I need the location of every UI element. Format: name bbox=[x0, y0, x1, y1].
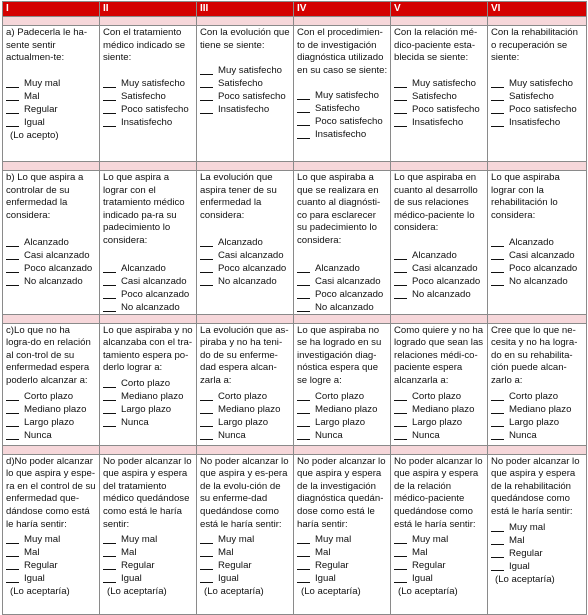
answer-option[interactable]: Insatisfecho bbox=[394, 116, 485, 129]
answer-option[interactable]: Igual bbox=[6, 116, 97, 129]
answer-option[interactable]: Muy mal bbox=[394, 533, 485, 546]
question-text: Con el tratamiento médico indicado se siente: bbox=[103, 27, 186, 64]
separator-cell bbox=[391, 162, 488, 171]
cell-spacer bbox=[491, 222, 584, 236]
question-row-a bbox=[3, 26, 587, 162]
option-list bbox=[103, 77, 194, 129]
question-cell bbox=[391, 171, 488, 315]
section-separator bbox=[3, 162, 587, 171]
answer-option[interactable]: Nunca bbox=[6, 429, 97, 442]
answer-option[interactable]: Poco alcanzado bbox=[491, 262, 584, 275]
question-row-b bbox=[3, 171, 587, 315]
answer-option[interactable]: Casi alcanzado bbox=[6, 249, 97, 262]
answer-option[interactable]: Alcanzado bbox=[200, 236, 291, 249]
option-list bbox=[491, 236, 584, 288]
question-text: Lo que aspira a lograr con el tratamiento médico indicado pa-ra su padecimiento lo considera: bbox=[103, 172, 185, 246]
answer-option[interactable]: Satisfecho bbox=[394, 90, 485, 103]
answer-option[interactable]: Mal bbox=[200, 546, 291, 559]
answer-option[interactable]: Mediano plazo bbox=[297, 403, 388, 416]
answer-option[interactable]: Insatisfecho bbox=[491, 116, 584, 129]
answer-option[interactable]: No alcanzado bbox=[6, 275, 97, 288]
question-cell bbox=[3, 323, 100, 445]
answer-option[interactable]: No alcanzado bbox=[394, 288, 485, 301]
section-separator bbox=[3, 314, 587, 323]
answer-option[interactable]: Muy mal bbox=[491, 521, 584, 534]
separator-cell bbox=[3, 17, 100, 26]
option-list bbox=[200, 236, 291, 288]
question-cell bbox=[391, 26, 488, 162]
question-text: La evolución que as-piraba y no ha teni-do de su enferme-dad espera alcan-zarla a: bbox=[200, 324, 289, 386]
question-text: No poder alcanzar lo que aspira y es-pera de la evolu-ción de su enferme-dad quedándose como está le haría sentir: bbox=[200, 455, 289, 530]
answer-option[interactable]: Regular bbox=[394, 559, 485, 572]
answer-option[interactable]: Muy satisfecho bbox=[297, 89, 388, 102]
cell-spacer bbox=[6, 222, 97, 236]
answer-option[interactable]: Satisfecho bbox=[200, 77, 291, 90]
answer-option[interactable]: Nunca bbox=[297, 429, 388, 442]
question-cell bbox=[488, 323, 587, 445]
question-text: b) Lo que aspira a controlar de su enfermedad la considera: bbox=[6, 172, 84, 221]
column-header: III bbox=[197, 2, 294, 17]
answer-option[interactable]: Largo plazo bbox=[6, 416, 97, 429]
question-cell bbox=[197, 323, 294, 445]
cell-spacer bbox=[103, 65, 194, 77]
answer-option[interactable]: Muy satisfecho bbox=[394, 77, 485, 90]
question-text: No poder alcanzar lo que aspira y espera de la rehabilitación quedándose como está le haría sentir: bbox=[491, 455, 580, 517]
answer-option[interactable]: Insatisfecho bbox=[200, 103, 291, 116]
answer-option[interactable]: Mediano plazo bbox=[103, 390, 194, 403]
option-list bbox=[103, 533, 194, 598]
separator-cell bbox=[197, 445, 294, 454]
column-header: II bbox=[100, 2, 197, 17]
survey-table bbox=[2, 1, 587, 615]
answer-option[interactable]: Poco satisfecho bbox=[297, 115, 388, 128]
option-note: (Lo aceptaría) bbox=[301, 586, 361, 598]
question-cell bbox=[3, 171, 100, 315]
column-header: IV bbox=[294, 2, 391, 17]
question-text: No poder alcanzar lo que aspira y espera de la relación médico-paciente quedándose como está le haría sentir: bbox=[394, 455, 483, 530]
answer-option[interactable]: No alcanzado bbox=[103, 301, 194, 314]
answer-option[interactable]: Alcanzado bbox=[297, 262, 388, 275]
answer-option[interactable]: Muy satisfecho bbox=[491, 77, 584, 90]
separator-cell bbox=[294, 445, 391, 454]
separator-cell bbox=[197, 17, 294, 26]
answer-option[interactable]: Muy mal bbox=[200, 533, 291, 546]
answer-option[interactable]: Casi alcanzado bbox=[200, 249, 291, 262]
cell-spacer bbox=[297, 248, 388, 262]
answer-option[interactable]: Largo plazo bbox=[394, 416, 485, 429]
answer-option[interactable]: No alcanzado bbox=[297, 301, 388, 314]
answer-option[interactable]: Nunca bbox=[491, 429, 584, 442]
cell-spacer bbox=[6, 65, 97, 77]
option-list bbox=[491, 390, 584, 442]
answer-option[interactable]: Satisfecho bbox=[297, 102, 388, 115]
option-list bbox=[6, 236, 97, 288]
answer-option[interactable]: Corto plazo bbox=[297, 390, 388, 403]
answer-option[interactable]: Corto plazo bbox=[103, 377, 194, 390]
answer-option[interactable]: Casi alcanzado bbox=[394, 262, 485, 275]
answer-option[interactable]: Alcanzado bbox=[394, 249, 485, 262]
question-cell bbox=[488, 454, 587, 614]
column-header-row bbox=[3, 2, 587, 17]
option-list bbox=[491, 77, 584, 129]
answer-option[interactable]: Poco alcanzado bbox=[6, 262, 97, 275]
answer-option[interactable]: Igual bbox=[200, 572, 291, 585]
question-cell bbox=[197, 171, 294, 315]
question-text: Con la relación mé-dico-paciente esta-blecida se siente: bbox=[394, 27, 478, 64]
answer-option[interactable]: Igual bbox=[491, 560, 584, 573]
answer-option[interactable]: Igual bbox=[103, 572, 194, 585]
question-text: Con la rehabilitación o recuperación se siente: bbox=[491, 27, 578, 64]
option-list bbox=[394, 249, 485, 301]
question-cell bbox=[197, 454, 294, 614]
option-list bbox=[6, 533, 97, 598]
answer-option[interactable]: Muy mal bbox=[297, 533, 388, 546]
answer-option[interactable]: Largo plazo bbox=[491, 416, 584, 429]
cell-spacer bbox=[200, 52, 291, 64]
answer-option[interactable]: Largo plazo bbox=[200, 416, 291, 429]
option-list bbox=[6, 390, 97, 442]
answer-option[interactable]: Mediano plazo bbox=[6, 403, 97, 416]
answer-option[interactable]: Mal bbox=[297, 546, 388, 559]
separator-cell bbox=[391, 314, 488, 323]
answer-option[interactable]: Mediano plazo bbox=[200, 403, 291, 416]
question-text: No poder alcanzar lo que aspira y espera de la investigación diagnóstica quedán-dose como está le haría sentir: bbox=[297, 455, 386, 530]
answer-option[interactable]: Mal bbox=[394, 546, 485, 559]
answer-option[interactable]: Corto plazo bbox=[200, 390, 291, 403]
answer-option[interactable]: Largo plazo bbox=[103, 403, 194, 416]
answer-option[interactable]: Casi alcanzado bbox=[297, 275, 388, 288]
separator-cell bbox=[488, 445, 587, 454]
column-header: VI bbox=[488, 2, 587, 17]
cell-spacer bbox=[491, 65, 584, 77]
cell-spacer bbox=[394, 235, 485, 249]
answer-option[interactable]: Satisfecho bbox=[103, 90, 194, 103]
answer-option[interactable]: Muy satisfecho bbox=[103, 77, 194, 90]
question-cell bbox=[100, 323, 197, 445]
separator-cell bbox=[294, 17, 391, 26]
option-list bbox=[394, 77, 485, 129]
question-cell bbox=[391, 323, 488, 445]
question-row-c bbox=[3, 323, 587, 445]
question-cell bbox=[391, 454, 488, 614]
option-list bbox=[297, 89, 388, 141]
answer-option[interactable]: Regular bbox=[297, 559, 388, 572]
answer-option[interactable]: Nunca bbox=[200, 429, 291, 442]
option-list bbox=[297, 390, 388, 442]
question-cell bbox=[197, 26, 294, 162]
column-header: V bbox=[391, 2, 488, 17]
answer-option[interactable]: Mediano plazo bbox=[394, 403, 485, 416]
question-cell bbox=[294, 171, 391, 315]
option-list bbox=[491, 521, 584, 586]
answer-option[interactable]: Mal bbox=[491, 534, 584, 547]
answer-option[interactable]: Poco alcanzado bbox=[297, 288, 388, 301]
answer-option[interactable]: Muy satisfecho bbox=[200, 64, 291, 77]
question-text: Con la evolución que tiene se siente: bbox=[200, 27, 290, 51]
answer-option[interactable]: Corto plazo bbox=[491, 390, 584, 403]
answer-option[interactable]: No alcanzado bbox=[491, 275, 584, 288]
separator-cell bbox=[100, 445, 197, 454]
option-list bbox=[6, 77, 97, 142]
question-text: Como quiere y no ha logrado que sean las relaciones médi-co-paciente espera alcanzarla a: bbox=[394, 324, 484, 386]
answer-option[interactable]: Mal bbox=[6, 90, 97, 103]
separator-cell bbox=[197, 314, 294, 323]
answer-option[interactable]: Igual bbox=[297, 572, 388, 585]
question-cell bbox=[294, 454, 391, 614]
answer-option[interactable]: Poco alcanzado bbox=[394, 275, 485, 288]
cell-spacer bbox=[103, 248, 194, 262]
cell-spacer bbox=[394, 65, 485, 77]
answer-option[interactable]: Poco satisfecho bbox=[491, 103, 584, 116]
question-row-d bbox=[3, 454, 587, 614]
option-note: (Lo aceptaría) bbox=[10, 586, 70, 598]
question-text: Cree que lo que ne-cesita y no ha logra-do en su rehabilita-ción puede alcan-zarlo a: bbox=[491, 324, 578, 386]
option-list bbox=[200, 64, 291, 116]
option-list bbox=[103, 377, 194, 429]
answer-option[interactable]: Poco satisfecho bbox=[394, 103, 485, 116]
option-list bbox=[200, 390, 291, 442]
answer-option[interactable]: Alcanzado bbox=[103, 262, 194, 275]
question-cell bbox=[100, 26, 197, 162]
question-text: No poder alcanzar lo que aspira y espera del tratamiento médico quedándose como está le haría sentir: bbox=[103, 455, 192, 530]
question-text: La evolución que aspira tener de su enfermedad la considera: bbox=[200, 172, 277, 221]
question-text: c)Lo que no ha logra-do en relación al con-trol de su enfermedad espera poderlo alcanzar a: bbox=[6, 324, 91, 386]
answer-option[interactable]: Mal bbox=[103, 546, 194, 559]
separator-cell bbox=[3, 162, 100, 171]
question-text: a) Padecerla le ha-sente sentir actualmen-te: bbox=[6, 27, 88, 64]
question-text: Lo que aspiraba lograr con la rehabilitación lo considera: bbox=[491, 172, 560, 221]
answer-option[interactable]: Muy mal bbox=[103, 533, 194, 546]
separator-cell bbox=[488, 17, 587, 26]
question-text: d)No poder alcanzar lo que aspira y espe-ra en el control de su enfermedad que-dándose como está le haría sentir: bbox=[6, 455, 96, 530]
answer-option[interactable]: Mediano plazo bbox=[491, 403, 584, 416]
answer-option[interactable]: Muy mal bbox=[6, 533, 97, 546]
answer-option[interactable]: Regular bbox=[103, 559, 194, 572]
option-note: (Lo aceptaría) bbox=[107, 586, 167, 598]
answer-option[interactable]: Regular bbox=[6, 559, 97, 572]
separator-cell bbox=[488, 314, 587, 323]
question-cell bbox=[294, 323, 391, 445]
answer-option[interactable]: Regular bbox=[491, 547, 584, 560]
option-list bbox=[103, 262, 194, 314]
section-separator bbox=[3, 17, 587, 26]
answer-option[interactable]: Muy mal bbox=[6, 77, 97, 90]
separator-cell bbox=[488, 162, 587, 171]
section-separator bbox=[3, 445, 587, 454]
answer-option[interactable]: Corto plazo bbox=[394, 390, 485, 403]
separator-cell bbox=[294, 162, 391, 171]
answer-option[interactable]: Corto plazo bbox=[6, 390, 97, 403]
answer-option[interactable]: Insatisfecho bbox=[103, 116, 194, 129]
question-text: Con el procedimien-to de investigación diagnóstica utilizado en su caso se siente: bbox=[297, 27, 388, 76]
answer-option[interactable]: Poco alcanzado bbox=[200, 262, 291, 275]
separator-cell bbox=[391, 17, 488, 26]
option-list bbox=[200, 533, 291, 598]
cell-spacer bbox=[200, 222, 291, 236]
question-cell bbox=[3, 454, 100, 614]
separator-cell bbox=[100, 17, 197, 26]
option-note: (Lo aceptaría) bbox=[398, 586, 458, 598]
option-list bbox=[394, 533, 485, 598]
answer-option[interactable]: Largo plazo bbox=[297, 416, 388, 429]
question-text: Lo que aspiraba y no alcanzaba con el tra-tamiento espera po-derlo lograr a: bbox=[103, 324, 193, 374]
answer-option[interactable]: Regular bbox=[6, 103, 97, 116]
separator-cell bbox=[100, 162, 197, 171]
answer-option[interactable]: Igual bbox=[6, 572, 97, 585]
answer-option[interactable]: Poco satisfecho bbox=[200, 90, 291, 103]
separator-cell bbox=[3, 314, 100, 323]
option-note: (Lo aceptaría) bbox=[495, 573, 555, 585]
option-list bbox=[297, 533, 388, 598]
answer-option[interactable]: Poco satisfecho bbox=[103, 103, 194, 116]
question-text: Lo que aspiraba a que se realizara en cuanto al diagnósti-co para esclarecer su padecimiento lo considera: bbox=[297, 172, 381, 246]
question-cell bbox=[488, 26, 587, 162]
question-cell bbox=[100, 171, 197, 315]
separator-cell bbox=[3, 445, 100, 454]
question-cell bbox=[488, 171, 587, 315]
option-list bbox=[394, 390, 485, 442]
question-cell bbox=[3, 26, 100, 162]
answer-option[interactable]: Alcanzado bbox=[491, 236, 584, 249]
answer-option[interactable]: Regular bbox=[200, 559, 291, 572]
answer-option[interactable]: Nunca bbox=[394, 429, 485, 442]
option-note: (Lo acepto) bbox=[10, 129, 59, 141]
answer-option[interactable]: Casi alcanzado bbox=[491, 249, 584, 262]
separator-cell bbox=[391, 445, 488, 454]
answer-option[interactable]: Casi alcanzado bbox=[103, 275, 194, 288]
answer-option[interactable]: Insatisfecho bbox=[297, 128, 388, 141]
answer-option[interactable]: Poco alcanzado bbox=[103, 288, 194, 301]
question-text: Lo que aspiraba no se ha logrado en su investigación diag-nóstica espera que se logre a: bbox=[297, 324, 382, 386]
answer-option[interactable]: Satisfecho bbox=[491, 90, 584, 103]
cell-spacer bbox=[297, 77, 388, 89]
question-text: Lo que aspiraba en cuanto al desarrollo de sus relaciones médico-paciente lo considera: bbox=[394, 172, 478, 234]
answer-option[interactable]: Nunca bbox=[103, 416, 194, 429]
survey-body bbox=[3, 2, 587, 615]
answer-option[interactable]: Mal bbox=[6, 546, 97, 559]
question-cell bbox=[294, 26, 391, 162]
answer-option[interactable]: No alcanzado bbox=[200, 275, 291, 288]
option-note: (Lo aceptaría) bbox=[204, 586, 264, 598]
answer-option[interactable]: Alcanzado bbox=[6, 236, 97, 249]
column-header: I bbox=[3, 2, 100, 17]
separator-cell bbox=[197, 162, 294, 171]
separator-cell bbox=[100, 314, 197, 323]
question-cell bbox=[100, 454, 197, 614]
answer-option[interactable]: Igual bbox=[394, 572, 485, 585]
separator-cell bbox=[294, 314, 391, 323]
option-list bbox=[297, 262, 388, 314]
